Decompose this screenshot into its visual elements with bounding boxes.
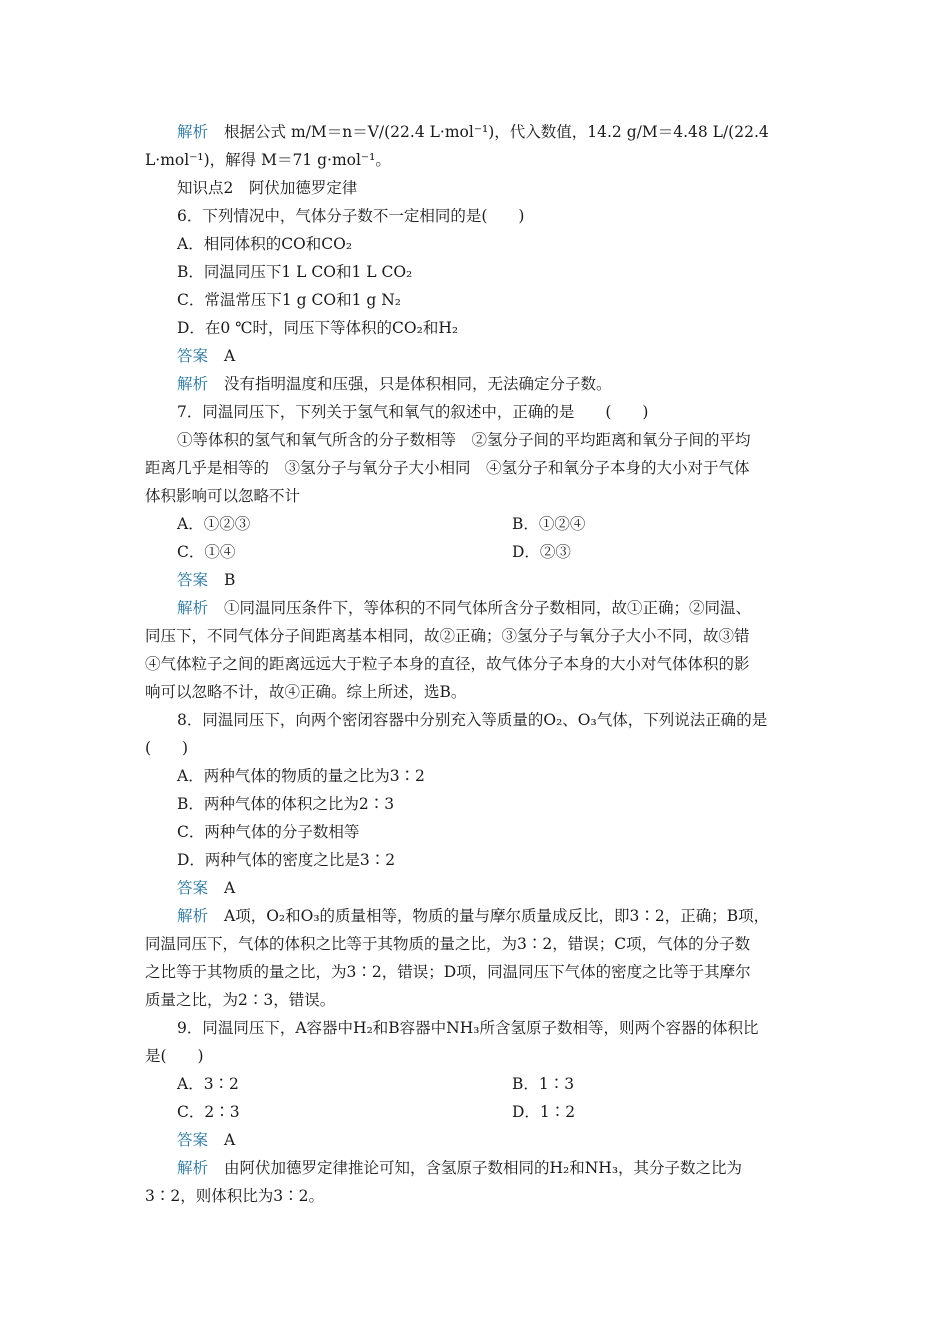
q6-answer-value: A	[224, 347, 236, 365]
q6-option-b: B．同温同压下1 L CO和1 L CO₂	[177, 263, 413, 281]
q8-explanation-line-1	[145, 902, 810, 930]
answer-label: 答案	[177, 1131, 209, 1149]
q7-option-c: C．①④	[177, 543, 236, 561]
q8-stem-line-2: ( )	[145, 739, 189, 757]
q8-option-b: B．两种气体的体积之比为2∶3	[177, 795, 395, 813]
q7-options-row-2	[145, 538, 810, 566]
q7-statement-line-2: 距离几乎是相等的 ③氢分子与氧分子大小相同 ④氢分子和氧分子本身的大小对于气体	[145, 459, 750, 477]
q7-option-b: B．①②④	[512, 515, 586, 533]
answer-label: 答案	[177, 879, 209, 897]
document-page	[145, 118, 810, 1210]
q9-option-b: B．1∶3	[512, 1075, 575, 1093]
explanation-label: 解析	[177, 599, 209, 617]
q8-option-c: C．两种气体的分子数相等	[177, 823, 360, 841]
q7-statement-line-3: 体积影响可以忽略不计	[145, 487, 301, 505]
explanation-label: 解析	[177, 907, 209, 925]
q7-explanation-text: ①同温同压条件下，等体积的不同气体所含分子数相同，故①正确；②同温、	[224, 599, 752, 617]
q8-stem-line-1: 8．同温同压下，向两个密闭容器中分别充入等质量的O₂、O₃气体，下列说法正确的是	[177, 711, 768, 729]
q5-explanation-line-2: L·mol⁻¹)，解得 M＝71 g·mol⁻¹。	[145, 151, 391, 169]
q9-answer	[145, 1126, 810, 1154]
q8-answer	[145, 874, 810, 902]
q5-explanation-text: 根据公式 m/M＝n＝V/(22.4 L·mol⁻¹)，代入数值，14.2 g/M＝4.48 L/(22.4	[224, 123, 769, 141]
explanation-label: 解析	[177, 123, 209, 141]
q9-options-row-2	[145, 1098, 810, 1126]
q5-explanation-line-1	[145, 118, 810, 146]
q8-explanation-line-4: 质量之比，为2∶3，错误。	[145, 991, 336, 1009]
q7-explanation-line-1	[145, 594, 810, 622]
explanation-label: 解析	[177, 375, 209, 393]
q7-answer	[145, 566, 810, 594]
section-title: 知识点2 阿伏加德罗定律	[177, 179, 358, 197]
q7-statement-line-1: ①等体积的氢气和氧气所含的分子数相等 ②氢分子间的平均距离和氧分子间的平均	[177, 431, 751, 449]
q7-option-a: A．①②③	[177, 515, 251, 533]
explanation-label: 解析	[177, 1159, 209, 1177]
q8-explanation-line-2: 同温同压下，气体的体积之比等于其物质的量之比，为3∶2，错误；C项，气体的分子数	[145, 935, 751, 953]
q6-option-c: C．常温常压下1 g CO和1 g N₂	[177, 291, 401, 309]
q9-stem-line-2: 是( )	[145, 1047, 204, 1065]
q9-options-row-1	[145, 1070, 810, 1098]
q6-answer	[145, 342, 810, 370]
q9-explanation-line-1	[145, 1154, 810, 1182]
q9-explanation-text: 由阿伏加德罗定律推论可知，含氢原子数相同的H₂和NH₃，其分子数之比为	[224, 1159, 743, 1177]
answer-label: 答案	[177, 347, 209, 365]
q8-explanation-line-3: 之比等于其物质的量之比，为3∶2，错误；D项，同温同压下气体的密度之比等于其摩尔	[145, 963, 751, 981]
q7-explanation-line-4: 响可以忽略不计，故④正确。综上所述，选B。	[145, 683, 467, 701]
q9-explanation-line-2: 3∶2，则体积比为3∶2。	[145, 1187, 324, 1205]
q9-answer-value: A	[224, 1131, 236, 1149]
q8-option-a: A．两种气体的物质的量之比为3∶2	[177, 767, 425, 785]
q6-stem: 6．下列情况中，气体分子数不一定相同的是( )	[177, 207, 525, 225]
q6-option-d: D．在0 ℃时，同压下等体积的CO₂和H₂	[177, 319, 459, 337]
q6-explanation-text: 没有指明温度和压强，只是体积相同，无法确定分子数。	[224, 375, 612, 393]
q7-explanation-line-3: ④气体粒子之间的距离远远大于粒子本身的直径，故气体分子本身的大小对气体体积的影	[145, 655, 750, 673]
q9-stem-line-1: 9．同温同压下，A容器中H₂和B容器中NH₃所含氢原子数相等，则两个容器的体积比	[177, 1019, 759, 1037]
q7-explanation-line-2: 同压下，不同气体分子间距离基本相同，故②正确；③氢分子与氧分子大小不同，故③错	[145, 627, 750, 645]
q9-option-a: A．3∶2	[177, 1075, 239, 1093]
q9-option-c: C．2∶3	[177, 1103, 240, 1121]
q9-option-d: D．1∶2	[512, 1103, 576, 1121]
q6-option-a: A．相同体积的CO和CO₂	[177, 235, 353, 253]
answer-label: 答案	[177, 571, 209, 589]
q8-answer-value: A	[224, 879, 236, 897]
q7-option-d: D．②③	[512, 543, 571, 561]
q6-explanation	[145, 370, 810, 398]
q8-option-d: D．两种气体的密度之比是3∶2	[177, 851, 396, 869]
q7-stem: 7．同温同压下，下列关于氢气和氧气的叙述中，正确的是 ( )	[177, 403, 649, 421]
q7-answer-value: B	[224, 571, 236, 589]
q7-options-row-1	[145, 510, 810, 538]
q8-explanation-text: A项，O₂和O₃的质量相等，物质的量与摩尔质量成反比，即3∶2，正确；B项，	[224, 907, 770, 925]
